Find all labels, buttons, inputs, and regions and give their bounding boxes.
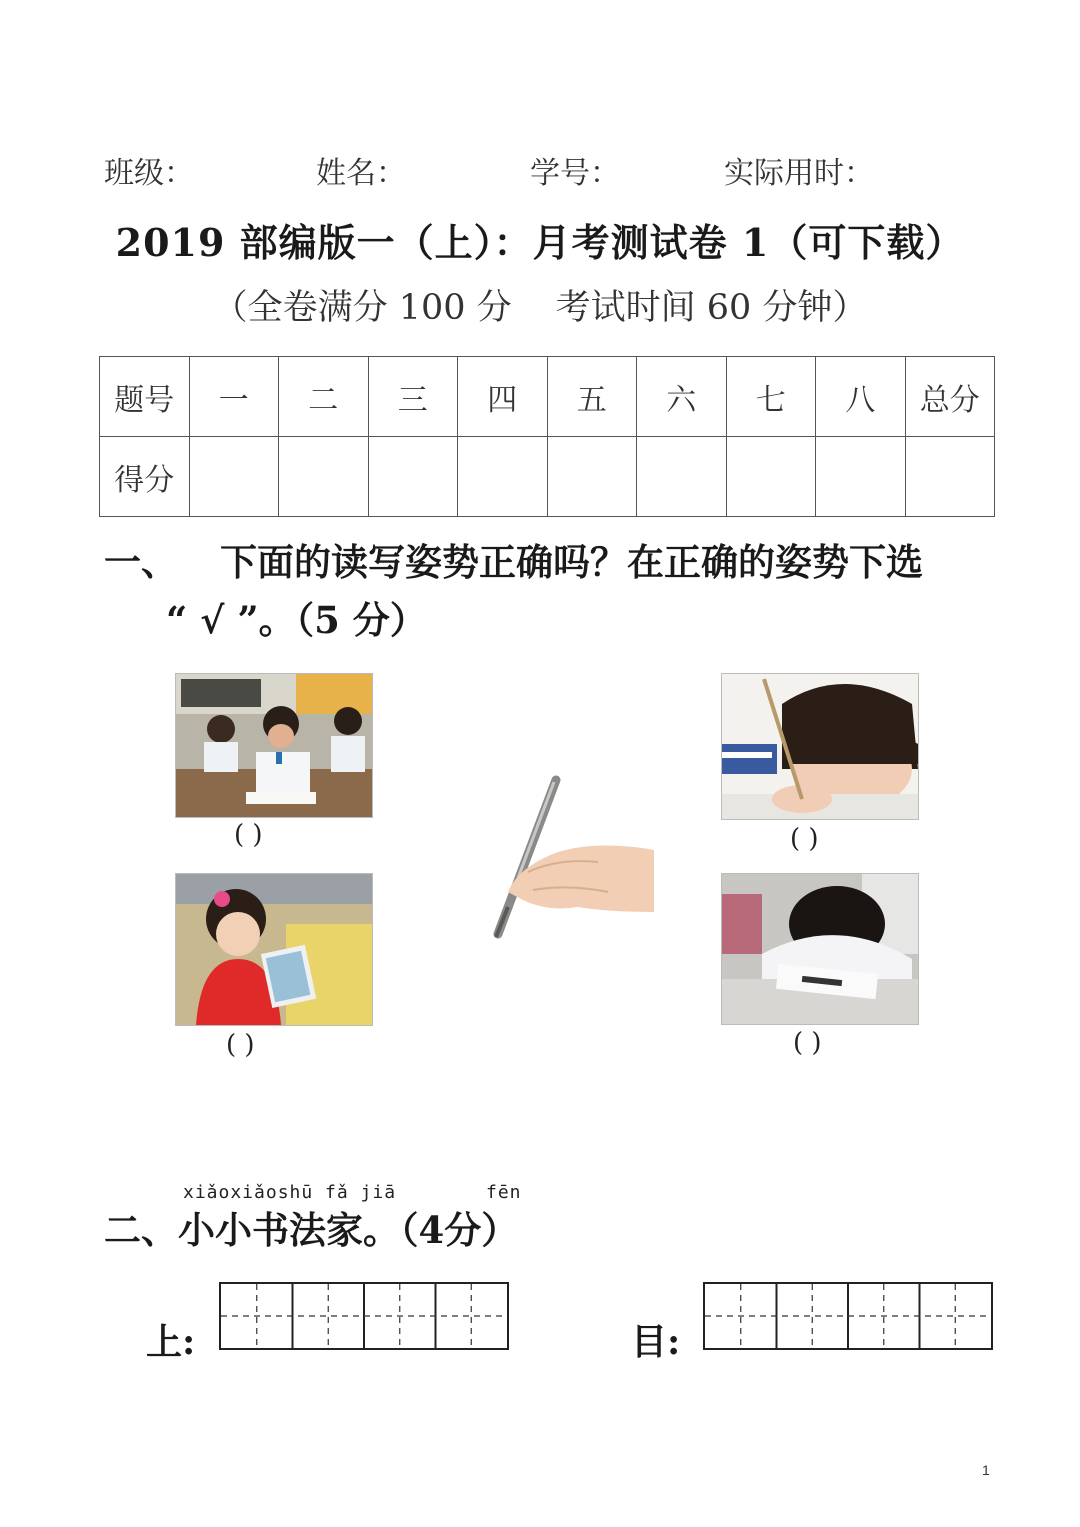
score-row [100, 437, 995, 517]
student-id-label: 学号： [530, 156, 620, 191]
section1-text-line2: “ √ ”。（5 分） [166, 598, 427, 642]
column-8: 八 [816, 357, 906, 437]
column-1: 一 [189, 357, 279, 437]
name-label: 姓名： [316, 156, 406, 191]
score-cell[interactable] [368, 437, 458, 517]
column-3: 三 [368, 357, 458, 437]
exam-subtitle [0, 280, 1080, 330]
score-cell[interactable] [726, 437, 816, 517]
full-score-text: （全卷满分 100 分 [212, 288, 512, 328]
score-header: 得分 [100, 437, 190, 517]
child-head-down-writing-photo [721, 873, 919, 1025]
total-score-header: 总分 [905, 357, 995, 437]
answer-paren-2[interactable]: ( ) [790, 824, 819, 854]
answer-paren-4[interactable]: ( ) [793, 1028, 822, 1058]
section1-text-line1: 下面的读写姿势正确吗？在正确的姿势下选 [220, 540, 923, 584]
question-number-header: 题号 [100, 357, 190, 437]
score-cell[interactable] [279, 437, 369, 517]
score-cell[interactable] [905, 437, 995, 517]
writing-grid-shang[interactable] [219, 1282, 509, 1350]
classroom-writing-photo [175, 673, 373, 818]
column-6: 六 [637, 357, 727, 437]
score-cell[interactable] [816, 437, 906, 517]
section2-pinyin: xiǎoxiǎoshū fǎ jiā [183, 1182, 397, 1203]
character-label-shang: 上: [146, 1321, 196, 1363]
writing-grid-mu[interactable] [703, 1282, 993, 1350]
column-2: 二 [279, 357, 369, 437]
column-7: 七 [726, 357, 816, 437]
score-cell[interactable] [458, 437, 548, 517]
child-writing-closeup-photo [721, 673, 919, 820]
character-label-mu: 目: [631, 1321, 681, 1363]
page-number: 1 [982, 1462, 990, 1478]
exam-title: 2019 部编版一（上）：月考测试卷 1（可下载） [115, 220, 965, 265]
question-number-row [100, 357, 995, 437]
column-4: 四 [458, 357, 548, 437]
column-5: 五 [547, 357, 637, 437]
exam-time-text: 考试时间 60 分钟） [555, 288, 868, 328]
hand-holding-pen-image [488, 772, 654, 940]
score-cell[interactable] [637, 437, 727, 517]
score-cell[interactable] [189, 437, 279, 517]
score-table [99, 356, 995, 517]
girl-reading-book-photo [175, 873, 373, 1026]
answer-paren-3[interactable]: ( ) [226, 1030, 255, 1060]
score-cell[interactable] [547, 437, 637, 517]
section2-heading: 二、小小书法家。（4分） [104, 1208, 519, 1252]
class-label: 班级： [104, 156, 194, 191]
answer-paren-1[interactable]: ( ) [234, 820, 263, 850]
section1-number: 一、 [104, 540, 178, 584]
time-used-label: 实际用时： [724, 156, 874, 191]
section2-pinyin-fen: fēn [486, 1182, 522, 1203]
